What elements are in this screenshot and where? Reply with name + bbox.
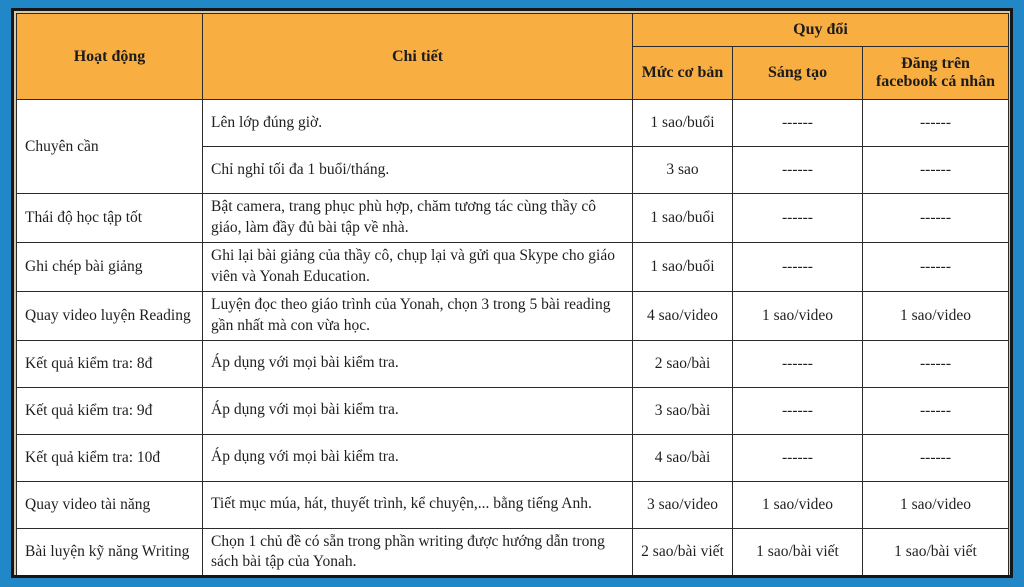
- col-header-creative: Sáng tạo: [733, 47, 863, 100]
- basic-cell: 3 sao/bài: [633, 387, 733, 434]
- table-row: [17, 340, 1009, 387]
- table-panel: [11, 8, 1013, 578]
- detail-cell: Áp dụng với mọi bài kiểm tra.: [203, 434, 633, 481]
- col-header-facebook: Đăng trên facebook cá nhân: [863, 47, 1009, 100]
- creative-cell: ------: [733, 434, 863, 481]
- facebook-cell: ------: [863, 340, 1009, 387]
- col-header-conversion: Quy đổi: [633, 14, 1009, 47]
- activity-cell: Bài luyện kỹ năng Writing: [17, 528, 203, 577]
- table-row: [17, 481, 1009, 528]
- detail-cell: Chọn 1 chủ đề có sẵn trong phần writing được hướng dẫn trong sách bài tập của Yonah.: [203, 528, 633, 577]
- detail-cell: Ghi lại bài giảng của thầy cô, chụp lại và gửi qua Skype cho giáo viên và Yonah Education.: [203, 242, 633, 291]
- table-row: [17, 100, 1009, 147]
- basic-cell: 3 sao: [633, 147, 733, 194]
- detail-cell: Luyện đọc theo giáo trình của Yonah, chọn 3 trong 5 bài reading gần nhất mà con vừa học.: [203, 291, 633, 340]
- table-row: [17, 291, 1009, 340]
- facebook-cell: ------: [863, 242, 1009, 291]
- creative-cell: ------: [733, 242, 863, 291]
- detail-cell: Áp dụng với mọi bài kiểm tra.: [203, 340, 633, 387]
- basic-cell: 1 sao/buổi: [633, 242, 733, 291]
- detail-cell: Bật camera, trang phục phù hợp, chăm tương tác cùng thầy cô giáo, làm đầy đủ bài tập về nhà.: [203, 194, 633, 243]
- creative-cell: 1 sao/video: [733, 291, 863, 340]
- creative-cell: ------: [733, 340, 863, 387]
- table-header: [17, 14, 1009, 100]
- basic-cell: 1 sao/buổi: [633, 100, 733, 147]
- activity-cell: Kết quả kiểm tra: 10đ: [17, 434, 203, 481]
- table-row: [17, 528, 1009, 577]
- facebook-cell: ------: [863, 194, 1009, 243]
- basic-cell: 4 sao/video: [633, 291, 733, 340]
- creative-cell: ------: [733, 147, 863, 194]
- col-header-basic: Mức cơ bản: [633, 47, 733, 100]
- activity-cell: Ghi chép bài giảng: [17, 242, 203, 291]
- activity-cell: Chuyên cần: [17, 100, 203, 194]
- facebook-cell: ------: [863, 434, 1009, 481]
- table-row: [17, 434, 1009, 481]
- basic-cell: 1 sao/buổi: [633, 194, 733, 243]
- table-row: [17, 242, 1009, 291]
- creative-cell: ------: [733, 100, 863, 147]
- facebook-cell: ------: [863, 387, 1009, 434]
- activity-cell: Thái độ học tập tốt: [17, 194, 203, 243]
- table-row: [17, 194, 1009, 243]
- col-header-activity: Hoạt động: [17, 14, 203, 100]
- facebook-cell: 1 sao/bài viết: [863, 528, 1009, 577]
- facebook-cell: ------: [863, 147, 1009, 194]
- basic-cell: 2 sao/bài viết: [633, 528, 733, 577]
- facebook-cell: ------: [863, 100, 1009, 147]
- activity-cell: Quay video tài năng: [17, 481, 203, 528]
- detail-cell: Chỉ nghỉ tối đa 1 buổi/tháng.: [203, 147, 633, 194]
- facebook-cell: 1 sao/video: [863, 481, 1009, 528]
- header-row-top: [17, 14, 1009, 47]
- creative-cell: 1 sao/video: [733, 481, 863, 528]
- detail-cell: Áp dụng với mọi bài kiểm tra.: [203, 387, 633, 434]
- detail-cell: Tiết mục múa, hát, thuyết trình, kể chuyện,... bằng tiếng Anh.: [203, 481, 633, 528]
- table-row: [17, 387, 1009, 434]
- facebook-cell: 1 sao/video: [863, 291, 1009, 340]
- activity-cell: Kết quả kiểm tra: 9đ: [17, 387, 203, 434]
- activity-cell: Kết quả kiểm tra: 8đ: [17, 340, 203, 387]
- creative-cell: ------: [733, 387, 863, 434]
- basic-cell: 4 sao/bài: [633, 434, 733, 481]
- creative-cell: ------: [733, 194, 863, 243]
- col-header-detail: Chi tiết: [203, 14, 633, 100]
- detail-cell: Lên lớp đúng giờ.: [203, 100, 633, 147]
- basic-cell: 2 sao/bài: [633, 340, 733, 387]
- basic-cell: 3 sao/video: [633, 481, 733, 528]
- creative-cell: 1 sao/bài viết: [733, 528, 863, 577]
- reward-conversion-table: [16, 13, 1009, 577]
- table-body: [17, 100, 1009, 577]
- activity-cell: Quay video luyện Reading: [17, 291, 203, 340]
